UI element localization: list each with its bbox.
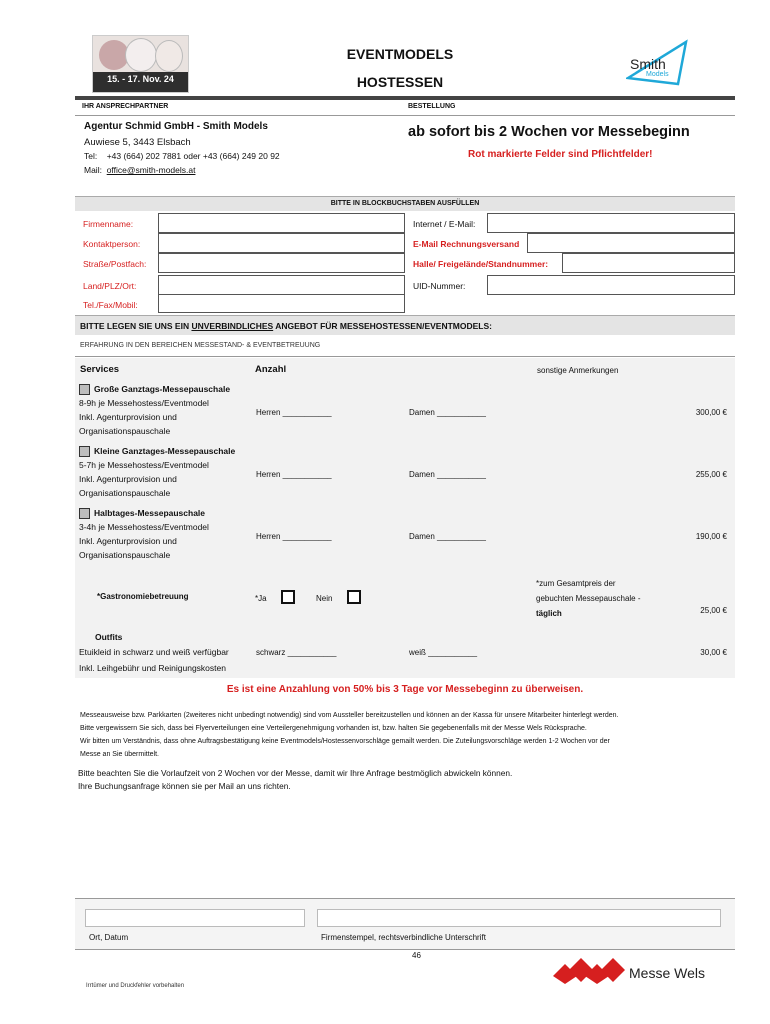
form-header: BITTE IN BLOCKBUCHSTABEN AUSFÜLLEN <box>75 196 735 211</box>
package-price: 300,00 € <box>695 408 727 417</box>
contact-person-input[interactable] <box>158 233 405 253</box>
agency-address: Auwiese 5, 3443 Elsbach <box>84 137 191 148</box>
gastro-label: *Gastronomiebetreuung <box>97 592 189 601</box>
smith-models-logo: Smith Models <box>626 38 696 88</box>
package-name: Große Ganztags-Messepauschale <box>94 384 231 394</box>
gastro-no-checkbox[interactable] <box>347 590 361 604</box>
deposit-note: Es ist eine Anzahlung von 50% bis 3 Tage vor Messebeginn zu überweisen. <box>226 684 584 695</box>
gastro-yes-checkbox[interactable] <box>281 590 295 604</box>
street-input[interactable] <box>158 253 405 273</box>
required-fields-note: Rot markierte Felder sind Pflichtfelder! <box>468 149 653 160</box>
gastro-note: *zum Gesamtpreis der gebuchten Messepauschale - täglich <box>536 579 641 618</box>
info-paragraph: Messeausweise bzw. Parkkarten (2weiteres nicht unbedingt notwendig) sind vom Aussteller bereitzustellen und können an der Kassa für unsere Mitarbeiter hinterlegt werden. Bitte vergewissern Sie sich, dass bei Flyerverteilungen eine Verteilergenehmigung vorhanden ist, bzw. halten Sie gegebenenfalls mit der Messe Wels Rücksprache. Wir bitten um Verständnis, dass ohne Auftragsbestätigung keine Eventmodels/Hostessenvorschläge gemailt werden. Die Zuteilungsvorschläge werden 1-2 Wochen vor der Messe an Sie übermittelt. <box>80 712 619 758</box>
package-name: Kleine Ganztages-Messepauschale <box>94 446 236 456</box>
lead-time-note: Bitte beachten Sie die Vorlaufzeit von 2 Wochen vor der Messe, damit wir Ihre Anfrage bestmöglich abwickeln können. Ihre Buchungsanfrage können sie per Mail an uns richten. <box>78 768 513 791</box>
page-title: EVENTMODELS HOSTESSEN <box>346 46 454 90</box>
package-row: Große Ganztags-Messepauschale 8-9h je Messehostess/Eventmodel Inkl. Agenturprovision und Organisationspauschale Herren ___________ Damen ___________ 300,00 € <box>79 384 727 436</box>
gastro-no-label: Nein <box>316 594 333 603</box>
gastro-price: 25,00 € <box>700 606 727 615</box>
outfits-label: Outfits <box>95 632 123 642</box>
mail-link[interactable]: office@smith-models.at <box>106 165 196 175</box>
contact-section-label: IHR ANSPRECHPARTNER <box>82 103 169 110</box>
messe-wels-logo: Messe Wels <box>553 958 723 988</box>
men-count-field[interactable]: Herren ___________ <box>256 470 332 479</box>
section-divider <box>75 115 735 116</box>
package-row: Halbtages-Messepauschale 3-4h je Messehostess/Eventmodel Inkl. Agenturprovision und Organisationspauschale Herren ___________ Damen ___________ 190,00 € <box>79 508 727 560</box>
outfit-white-field[interactable]: weiß ___________ <box>409 648 478 657</box>
package-checkbox[interactable] <box>79 446 90 457</box>
offer-heading: BITTE LEGEN SIE UNS EIN UNVERBINDLICHES ANGEBOT FÜR MESSEHOSTESSEN/EVENTMODELS: <box>75 315 735 335</box>
agency-name: Agentur Schmid GmbH - Smith Models <box>84 121 268 132</box>
agency-phone: Tel: +43 (664) 202 7881 oder +43 (664) 249 20 92 <box>84 151 280 161</box>
event-date-banner: 15. - 17. Nov. 24 <box>93 72 188 92</box>
package-name: Halbtages-Messepauschale <box>94 508 206 518</box>
place-date-input[interactable] <box>85 909 305 927</box>
col-services-header: Services <box>80 364 120 375</box>
women-count-field[interactable]: Damen ___________ <box>409 408 486 417</box>
outfits-price: 30,00 € <box>700 648 727 657</box>
package-price: 255,00 € <box>695 470 727 479</box>
hall-stand-input[interactable] <box>562 253 735 273</box>
company-stamp-input[interactable] <box>317 909 721 927</box>
col-count-header: Anzahl <box>255 364 287 375</box>
services-table <box>75 358 735 678</box>
experience-label: ERFAHRUNG IN DEN BEREICHEN MESSESTAND- & EVENTBETREUUNG <box>80 342 321 349</box>
disclaimer: Irrtümer und Druckfehler vorbehalten <box>86 983 185 989</box>
order-section-label: BESTELLUNG <box>408 103 456 110</box>
invoice-mail-input[interactable] <box>527 233 735 253</box>
outfits-row: Outfits Etuikleid in schwarz und weiß verfügbar Inkl. Leihgebühr und Reinigungskosten schwarz ___________ weiß ___________ 30,00 € <box>79 632 727 673</box>
company-input[interactable] <box>158 213 405 233</box>
page-number: 46 <box>412 951 421 960</box>
outfit-black-field[interactable]: schwarz ___________ <box>256 648 337 657</box>
col-notes-header: sonstige Anmerkungen <box>537 366 619 375</box>
men-count-field[interactable]: Herren ___________ <box>256 408 332 417</box>
package-checkbox[interactable] <box>79 384 90 395</box>
gastro-row <box>75 572 735 624</box>
signature-area <box>75 898 735 950</box>
uid-input[interactable] <box>487 275 735 295</box>
package-price: 190,00 € <box>695 532 727 541</box>
women-count-field[interactable]: Damen ___________ <box>409 532 486 541</box>
women-count-field[interactable]: Damen ___________ <box>409 470 486 479</box>
messe-wels-mark-icon <box>553 958 625 984</box>
form-fields: Firmenname: Kontaktperson: Straße/Postfach: Land/PLZ/Ort: Tel./Fax/Mobil: Internet / E-Mail: E-Mail Rechnungsversand Halle/ Freigelände/Standnummer: UID-Nummer: <box>75 212 735 312</box>
stamp-label: Firmenstempel, rechtsverbindliche Unterschrift <box>321 933 486 942</box>
order-deadline: ab sofort bis 2 Wochen vor Messebeginn <box>408 124 690 140</box>
package-row: Kleine Ganztages-Messepauschale 5-7h je Messehostess/Eventmodel Inkl. Agenturprovision und Organisationspauschale Herren ___________ Damen ___________ 255,00 € <box>79 446 727 498</box>
phone-input[interactable] <box>158 294 405 313</box>
package-checkbox[interactable] <box>79 508 90 519</box>
men-count-field[interactable]: Herren ___________ <box>256 532 332 541</box>
country-city-input[interactable] <box>158 275 405 295</box>
header-divider <box>75 96 735 100</box>
place-date-label: Ort, Datum <box>89 933 129 942</box>
event-poster-thumbnail <box>92 35 189 93</box>
internet-input[interactable] <box>487 213 735 233</box>
experience-divider <box>75 356 735 357</box>
gastro-yes-label: *Ja <box>255 594 267 603</box>
agency-mail: Mail: office@smith-models.at <box>84 165 196 175</box>
